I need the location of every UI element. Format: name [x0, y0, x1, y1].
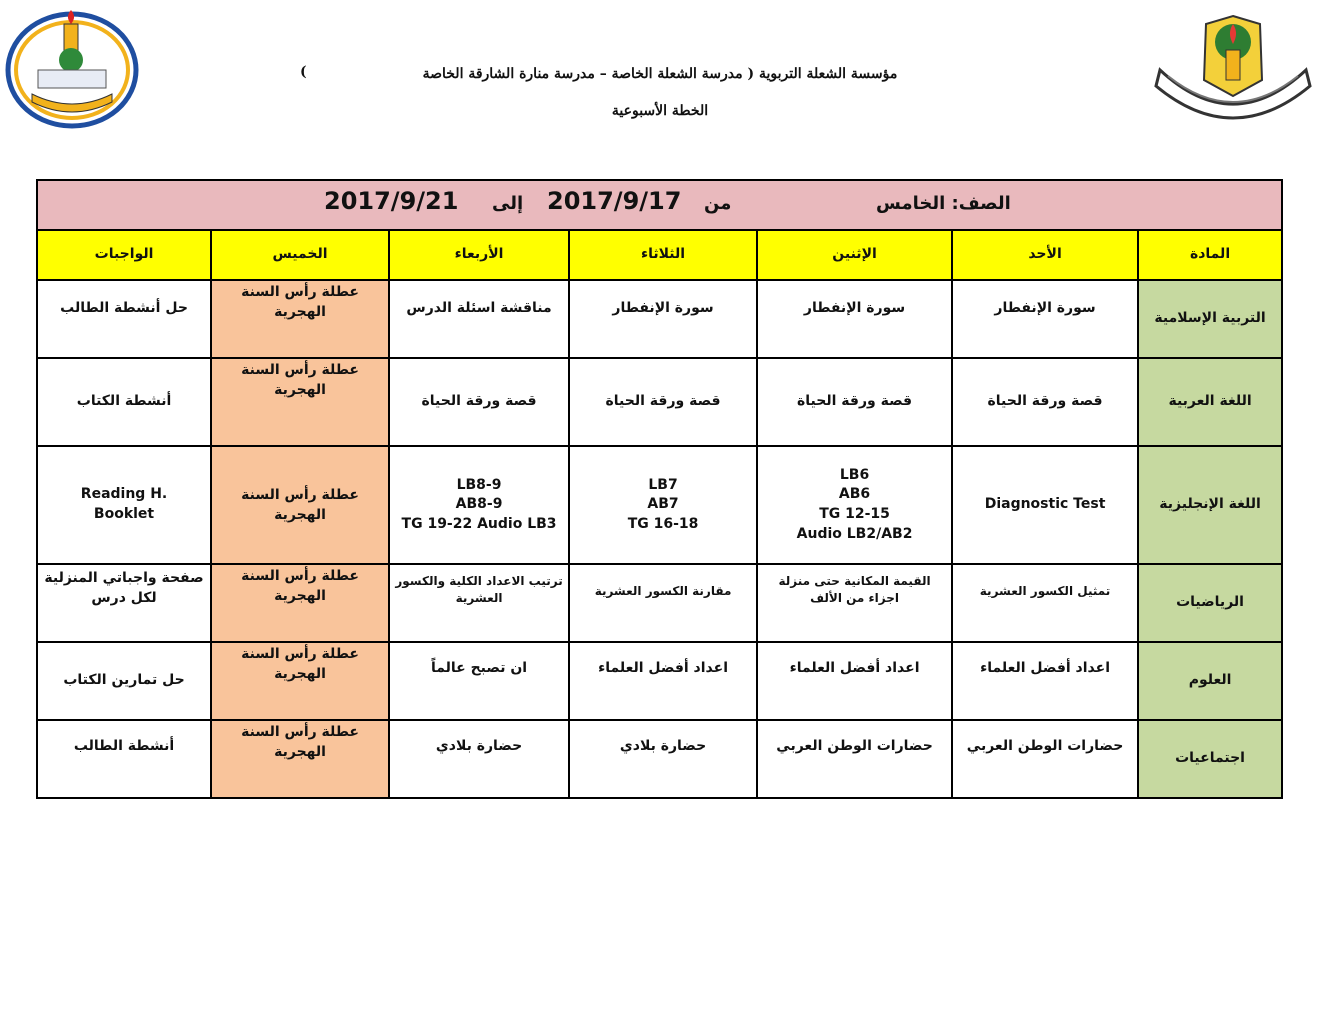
organization-name: مؤسسة الشعلة التربوية ( مدرسة الشعلة الخاصة – مدرسة منارة الشارقة الخاصة: [422, 66, 898, 82]
plan-title: الخطة الأسبوعية: [611, 103, 709, 119]
wednesday-cell: مناقشة اسئلة الدرس: [389, 280, 569, 358]
subject-cell: اللغة الإنجليزية: [1138, 446, 1282, 564]
monday-cell: سورة الإنفطار: [757, 280, 952, 358]
column-header-subject: المادة: [1138, 230, 1282, 280]
column-header-homework: الواجبات: [37, 230, 211, 280]
monday-cell: قصة ورقة الحياة: [757, 358, 952, 446]
homework-cell: حل تمارين الكتاب: [37, 642, 211, 720]
holiday-cell: عطلة رأس السنة الهجرية: [211, 358, 389, 446]
column-header-sunday: الأحد: [952, 230, 1138, 280]
holiday-cell: عطلة رأس السنة الهجرية: [211, 642, 389, 720]
sunday-cell: اعداد أفضل العلماء: [952, 642, 1138, 720]
table-row: [37, 358, 1282, 446]
sunday-cell: سورة الإنفطار: [952, 280, 1138, 358]
subject-cell: التربية الإسلامية: [1138, 280, 1282, 358]
tuesday-cell: قصة ورقة الحياة: [569, 358, 757, 446]
school-logo-right: [1150, 10, 1316, 134]
wednesday-cell: حضارة بلادي: [389, 720, 569, 798]
holiday-cell: عطلة رأس السنة الهجرية: [211, 446, 389, 564]
school-logo-left: [4, 6, 140, 130]
column-header-thursday: الخميس: [211, 230, 389, 280]
homework-cell: صفحة واجباتي المنزلية لكل درس: [37, 564, 211, 642]
holiday-cell: عطلة رأس السنة الهجرية: [211, 564, 389, 642]
tuesday-cell: سورة الإنفطار: [569, 280, 757, 358]
homework-cell: أنشطة الطالب: [37, 720, 211, 798]
schedule-title-cell: [37, 180, 1282, 230]
schedule-title-row: [37, 180, 1282, 230]
holiday-cell: عطلة رأس السنة الهجرية: [211, 280, 389, 358]
column-header-wednesday: الأربعاء: [389, 230, 569, 280]
holiday-cell: عطلة رأس السنة الهجرية: [211, 720, 389, 798]
sunday-cell: قصة ورقة الحياة: [952, 358, 1138, 446]
table-row: [37, 446, 1282, 564]
sunday-cell: Diagnostic Test: [952, 446, 1138, 564]
column-header-tuesday: الثلاثاء: [569, 230, 757, 280]
to-date: 2017/9/21: [324, 187, 459, 215]
tuesday-cell: اعداد أفضل العلماء: [569, 642, 757, 720]
homework-cell: Reading H. Booklet: [37, 446, 211, 564]
subject-cell: العلوم: [1138, 642, 1282, 720]
wednesday-cell: قصة ورقة الحياة: [389, 358, 569, 446]
grade-label: الصف: الخامس: [876, 193, 1011, 214]
to-label: إلى: [492, 193, 524, 214]
subject-cell: الرياضيات: [1138, 564, 1282, 642]
organization-name-end: ): [300, 64, 307, 80]
table-row: [37, 720, 1282, 798]
sunday-cell: حضارات الوطن العربي: [952, 720, 1138, 798]
homework-cell: حل أنشطة الطالب: [37, 280, 211, 358]
table-row: [37, 642, 1282, 720]
from-date: 2017/9/17: [547, 187, 682, 215]
from-label: من: [704, 193, 732, 214]
monday-cell: القيمة المكانية حتى منزلة اجزاء من الألف: [757, 564, 952, 642]
tuesday-cell: مقارنة الكسور العشرية: [569, 564, 757, 642]
subject-cell: اللغة العربية: [1138, 358, 1282, 446]
sunday-cell: تمثيل الكسور العشرية: [952, 564, 1138, 642]
table-row: [37, 280, 1282, 358]
wednesday-cell: ترتيب الاعداد الكلية والكسور العشرية: [389, 564, 569, 642]
table-row: [37, 564, 1282, 642]
monday-cell: LB6 AB6 TG 12-15 Audio LB2/AB2: [757, 446, 952, 564]
weekly-plan-table: [36, 179, 1283, 799]
tuesday-cell: حضارة بلادي: [569, 720, 757, 798]
subject-cell: اجتماعيات: [1138, 720, 1282, 798]
monday-cell: اعداد أفضل العلماء: [757, 642, 952, 720]
monday-cell: حضارات الوطن العربي: [757, 720, 952, 798]
column-header-monday: الإثنين: [757, 230, 952, 280]
column-header-row: [37, 230, 1282, 280]
tuesday-cell: LB7 AB7 TG 16-18: [569, 446, 757, 564]
wednesday-cell: ان تصبح عالماً: [389, 642, 569, 720]
wednesday-cell: LB8-9 AB8-9 TG 19-22 Audio LB3: [389, 446, 569, 564]
homework-cell: أنشطة الكتاب: [37, 358, 211, 446]
